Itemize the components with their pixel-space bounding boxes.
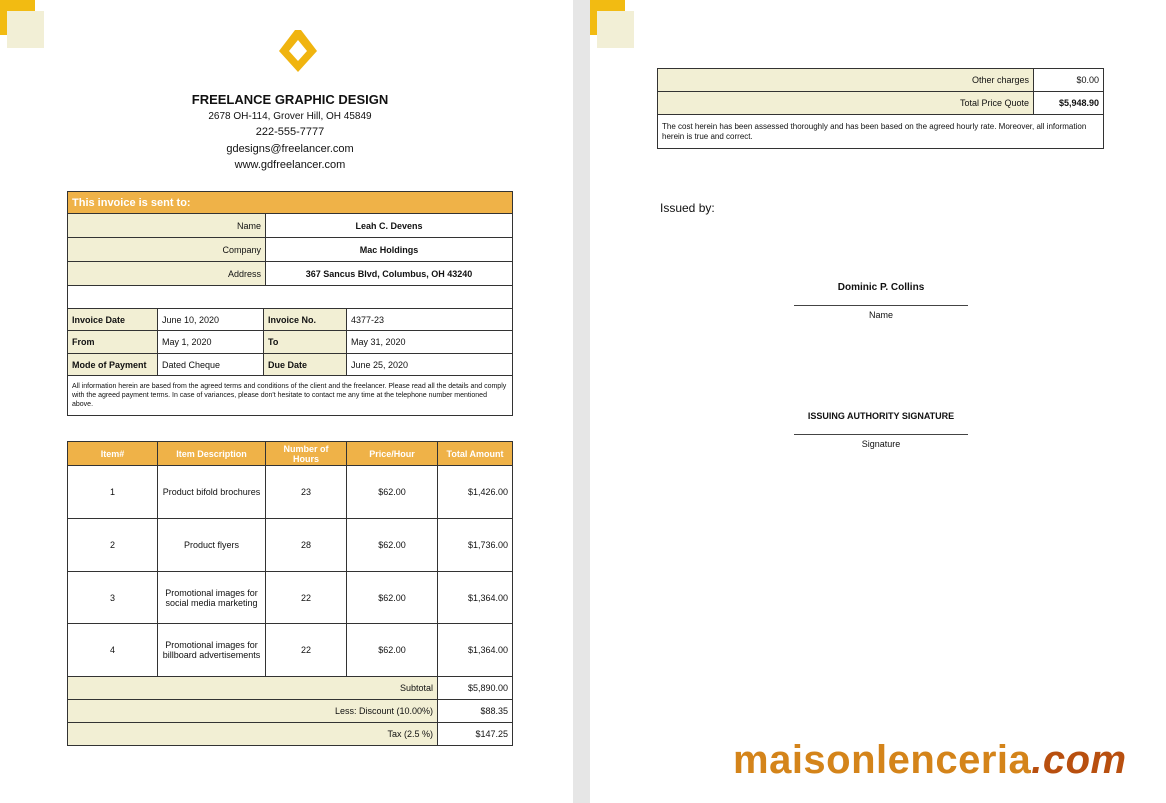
company-address: 2678 OH-114, Grover Hill, OH 45849 xyxy=(208,111,372,122)
invoice-date: June 10, 2020 xyxy=(158,309,264,331)
signature-line xyxy=(794,434,968,435)
item-number: 1 xyxy=(68,466,158,519)
period-from: May 1, 2020 xyxy=(158,331,264,354)
item-description: Promotional images for billboard advertisements xyxy=(158,624,266,677)
tax-row xyxy=(68,723,513,746)
invoice-page-1 xyxy=(0,0,573,803)
item-number: 2 xyxy=(68,519,158,572)
info-row xyxy=(68,309,513,331)
info-label: Due Date xyxy=(264,354,347,376)
table-row xyxy=(68,624,513,677)
info-label: From xyxy=(68,331,158,354)
item-total: $1,736.00 xyxy=(438,519,513,572)
total-label: Tax (2.5 %) xyxy=(68,723,438,746)
recipient-heading: This invoice is sent to: xyxy=(68,192,513,214)
period-to: May 31, 2020 xyxy=(347,331,513,354)
corner-decoration xyxy=(597,11,634,48)
cost-note: The cost herein has been assessed thoroughly and has been based on the agreed hourly rate. Moreover, all information herein is true and correct. xyxy=(658,115,1104,149)
table-row xyxy=(68,466,513,519)
info-label: Invoice Date xyxy=(68,309,158,331)
recipient-name: Leah C. Devens xyxy=(266,214,513,238)
due-date: June 25, 2020 xyxy=(347,354,513,376)
payment-mode: Dated Cheque xyxy=(158,354,264,376)
final-totals-table xyxy=(657,68,1104,149)
corner-decoration xyxy=(7,11,44,48)
item-price: $62.00 xyxy=(347,466,438,519)
column-header: Total Amount xyxy=(438,442,513,466)
total-label: Other charges xyxy=(658,69,1034,92)
info-label: Mode of Payment xyxy=(68,354,158,376)
items-header xyxy=(68,442,513,466)
recipient-company: Mac Holdings xyxy=(266,238,513,262)
invoice-page-2 xyxy=(590,0,1166,803)
tax-value: $147.25 xyxy=(438,723,513,746)
page-gutter xyxy=(573,0,590,803)
column-header: Item Description xyxy=(158,442,266,466)
watermark-text: maisonlenceria xyxy=(733,738,1032,782)
company-name: FREELANCE GRAPHIC DESIGN xyxy=(191,92,389,107)
item-hours: 22 xyxy=(266,572,347,624)
info-label: Invoice No. xyxy=(264,309,347,331)
item-price: $62.00 xyxy=(347,519,438,572)
terms-note: All information herein are based from the agreed terms and conditions of the client and the freelancer. Please read all the details and comply with the agreed payment terms. In case of variances, please don't hesitate to contact me any time at the telephone number mentioned above. xyxy=(68,376,513,416)
item-hours: 22 xyxy=(266,624,347,677)
table-row xyxy=(68,572,513,624)
subtotal-value: $5,890.00 xyxy=(438,677,513,700)
item-hours: 28 xyxy=(266,519,347,572)
item-price: $62.00 xyxy=(347,624,438,677)
info-row xyxy=(68,331,513,354)
info-row xyxy=(68,354,513,376)
item-hours: 23 xyxy=(266,466,347,519)
item-description: Promotional images for social media marketing xyxy=(158,572,266,624)
item-number: 4 xyxy=(68,624,158,677)
total-price-value: $5,948.90 xyxy=(1034,92,1104,115)
signature-caption: Signature xyxy=(861,439,901,449)
item-price: $62.00 xyxy=(347,572,438,624)
invoice-info-table xyxy=(67,308,513,416)
table-row xyxy=(68,519,513,572)
signature-title: ISSUING AUTHORITY SIGNATURE xyxy=(807,411,955,421)
logo-icon xyxy=(279,30,317,72)
total-label: Subtotal xyxy=(68,677,438,700)
company-website: www.gdfreelancer.com xyxy=(234,159,346,171)
column-header: Item# xyxy=(68,442,158,466)
item-number: 3 xyxy=(68,572,158,624)
recipient-table xyxy=(67,191,513,309)
issuer-name: Dominic P. Collins xyxy=(837,282,925,293)
item-total: $1,364.00 xyxy=(438,624,513,677)
item-total: $1,364.00 xyxy=(438,572,513,624)
field-label: Name xyxy=(68,214,266,238)
other-charges-value: $0.00 xyxy=(1034,69,1104,92)
watermark xyxy=(733,738,1127,783)
signature-line xyxy=(794,305,968,306)
field-label: Company xyxy=(68,238,266,262)
total-label: Total Price Quote xyxy=(658,92,1034,115)
field-label: Address xyxy=(68,262,266,286)
recipient-address: 367 Sancus Blvd, Columbus, OH 43240 xyxy=(266,262,513,286)
column-header: Number of Hours xyxy=(266,442,347,466)
spacer-row xyxy=(68,286,513,309)
item-description: Product flyers xyxy=(158,519,266,572)
items-table xyxy=(67,441,513,746)
total-label: Less: Discount (10.00%) xyxy=(68,700,438,723)
column-header: Price/Hour xyxy=(347,442,438,466)
subtotal-row xyxy=(68,677,513,700)
info-label: To xyxy=(264,331,347,354)
discount-value: $88.35 xyxy=(438,700,513,723)
name-caption: Name xyxy=(868,310,893,320)
item-description: Product bifold brochures xyxy=(158,466,266,519)
company-phone: 222-555-7777 xyxy=(255,126,325,138)
discount-row xyxy=(68,700,513,723)
watermark-tld: .com xyxy=(1031,738,1127,782)
company-email: gdesigns@freelancer.com xyxy=(226,143,354,155)
issued-by-label: Issued by: xyxy=(660,201,715,215)
invoice-number: 4377-23 xyxy=(347,309,513,331)
item-total: $1,426.00 xyxy=(438,466,513,519)
